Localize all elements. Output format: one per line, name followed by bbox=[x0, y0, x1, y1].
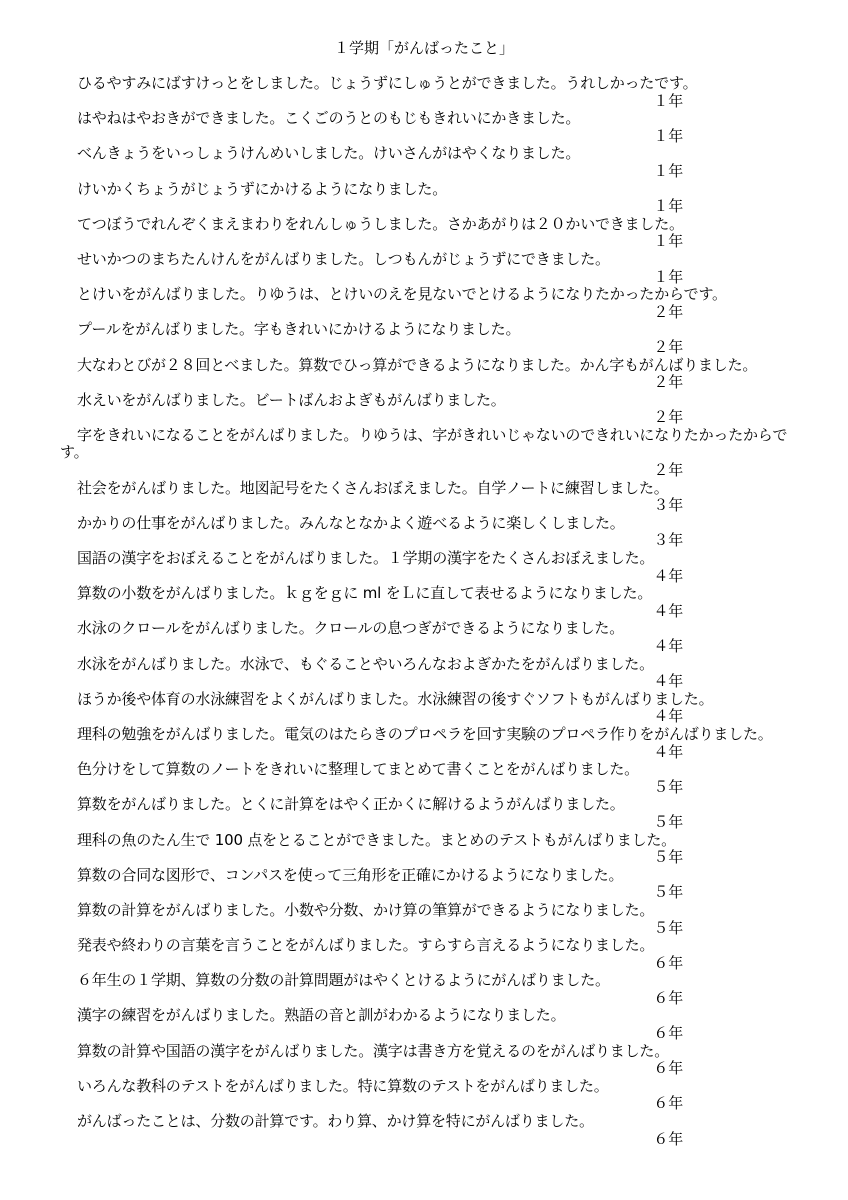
entry-grade: ６年 bbox=[653, 1024, 683, 1043]
entry-grade: １年 bbox=[653, 91, 683, 110]
list-item bbox=[60, 620, 795, 655]
entry-text: 理科の勉強をがんばりました。電気のはたらきのプロペラを回す実験のプロペラ作りをがんばりました。 bbox=[77, 724, 773, 743]
list-item bbox=[60, 392, 795, 427]
entry-grade: ３年 bbox=[653, 496, 683, 515]
entry-grade: ４年 bbox=[653, 601, 683, 620]
entry-text: 水えいをがんばりました。ビートばんおよぎもがんばりました。 bbox=[77, 390, 506, 409]
entry-text: 大なわとびが２８回とべました。算数でひっ算ができるようになりました。かん字もがんばりました。 bbox=[77, 355, 758, 374]
list-item bbox=[60, 427, 795, 480]
entry-text: べんきょうをいっしょうけんめいしました。けいさんがはやくなりました。 bbox=[77, 144, 581, 163]
entry-text: 漢字の練習をがんばりました。熟語の音と訓がわかるようになりました。 bbox=[77, 1006, 566, 1025]
list-item bbox=[60, 515, 795, 550]
list-item bbox=[60, 761, 795, 796]
list-item bbox=[60, 832, 795, 867]
entry-list bbox=[60, 75, 795, 1148]
entry-grade: ５年 bbox=[653, 883, 683, 902]
entry-grade: ６年 bbox=[653, 953, 683, 972]
entry-text: てつぼうでれんぞくまえまわりをれんしゅうしました。さかあがりは２０かいできました。 bbox=[77, 214, 684, 233]
entry-grade: ２年 bbox=[653, 302, 683, 321]
list-item bbox=[60, 357, 795, 392]
entry-text: かかりの仕事をがんばりました。みんなとなかよく遊べるように楽しくしました。 bbox=[77, 513, 625, 532]
entry-grade: ２年 bbox=[653, 461, 683, 480]
entry-grade: １年 bbox=[653, 197, 683, 216]
entry-text: けいかくちょうがじょうずにかけるようになりました。 bbox=[77, 179, 448, 198]
entry-grade: ３年 bbox=[653, 531, 683, 550]
list-item bbox=[60, 585, 795, 620]
entry-text: ほうか後や体育の水泳練習をよくがんばりました。水泳練習の後すぐソフトもがんばりました。 bbox=[77, 689, 714, 708]
entry-grade: ５年 bbox=[653, 777, 683, 796]
list-item bbox=[60, 972, 795, 1007]
list-item bbox=[60, 867, 795, 902]
entry-grade: ４年 bbox=[653, 707, 683, 726]
list-item bbox=[60, 1113, 795, 1148]
entry-grade: ６年 bbox=[653, 1129, 683, 1148]
entry-grade: ５年 bbox=[653, 918, 683, 937]
entry-grade: ５年 bbox=[653, 848, 683, 867]
list-item bbox=[60, 550, 795, 585]
entry-text: プールをがんばりました。字もきれいにかけるようになりました。 bbox=[77, 320, 521, 339]
entry-grade: １年 bbox=[653, 267, 683, 286]
entry-text: 水泳のクロールをがんばりました。クロールの息つぎができるようになりました。 bbox=[77, 619, 625, 638]
list-item bbox=[60, 726, 795, 761]
entry-text: 算数の合同な図形で、コンパスを使って三角形を正確にかけるようになりました。 bbox=[77, 865, 624, 884]
entry-text: いろんな教科のテストをがんばりました。特に算数のテストをがんばりました。 bbox=[77, 1076, 609, 1095]
entry-grade: ２年 bbox=[653, 373, 683, 392]
entry-grade: ４年 bbox=[653, 637, 683, 655]
entry-text: 算数の計算をがんばりました。小数や分数、かけ算の筆算ができるようになりました。 bbox=[77, 900, 655, 919]
entry-grade: ４年 bbox=[653, 742, 683, 761]
entry-text: とけいをがんばりました。りゆうは、とけいのえを見ないでとけるようになりたかったからです。 bbox=[77, 285, 727, 304]
entry-text: がんばったことは、分数の計算です。わり算、かけ算を特にがんばりました。 bbox=[77, 1112, 594, 1131]
list-item bbox=[60, 796, 795, 831]
list-item bbox=[60, 656, 795, 691]
entry-grade: ２年 bbox=[653, 408, 683, 427]
entry-text: 水泳をがんばりました。水泳で、もぐることやいろんなおよぎかたをがんばりました。 bbox=[77, 654, 654, 673]
entry-text: 発表や終わりの言葉を言うことをがんばりました。すらすら言えるようになりました。 bbox=[77, 936, 655, 955]
list-item bbox=[60, 1078, 795, 1113]
entry-grade: ６年 bbox=[653, 988, 683, 1007]
list-item bbox=[60, 286, 795, 321]
entry-grade: ４年 bbox=[653, 566, 683, 585]
list-item bbox=[60, 321, 795, 356]
entry-text: 算数の計算や国語の漢字をがんばりました。漢字は書き方を覚えるのをがんばりました。 bbox=[77, 1041, 670, 1060]
list-item bbox=[60, 937, 795, 972]
entry-text: はやねはやおきができました。こくごのうとのもじもきれいにかきました。 bbox=[77, 109, 581, 128]
list-item bbox=[60, 216, 795, 251]
list-item bbox=[60, 75, 795, 110]
page-title: １学期「がんばったこと」 bbox=[333, 39, 514, 57]
list-item bbox=[60, 691, 795, 726]
list-item bbox=[60, 480, 795, 515]
list-item bbox=[60, 902, 795, 937]
entry-grade: ６年 bbox=[653, 1059, 683, 1078]
entry-text: 算数をがんばりました。とくに計算をはやく正かくに解けるようがんばりました。 bbox=[77, 795, 625, 814]
list-item bbox=[60, 181, 795, 216]
entry-text: ６年生の１学期、算数の分数の計算問題がはやくとけるようにがんばりました。 bbox=[77, 971, 610, 990]
entry-text: 理科の魚のたん生で 100 点をとることができました。まとめのテストもがんばりました。 bbox=[77, 830, 676, 849]
entry-text: 社会をがんばりました。地図記号をたくさんおぼえました。自学ノートに練習しました。 bbox=[77, 478, 669, 497]
entry-grade: ５年 bbox=[653, 812, 683, 831]
list-item bbox=[60, 110, 795, 145]
entry-text: ひるやすみにばすけっとをしました。じょうずにしゅうとができました。うれしかったです。 bbox=[77, 74, 698, 92]
list-item bbox=[60, 145, 795, 180]
entry-grade: ２年 bbox=[653, 337, 683, 356]
list-item bbox=[60, 1007, 795, 1042]
entry-grade: １年 bbox=[653, 126, 683, 145]
entry-grade: ６年 bbox=[653, 1094, 683, 1113]
entry-grade: ４年 bbox=[653, 672, 683, 691]
entry-text: せいかつのまちたんけんをがんばりました。しつもんがじょうずにできました。 bbox=[77, 249, 610, 268]
entry-grade: １年 bbox=[653, 161, 683, 180]
list-item bbox=[60, 1043, 795, 1078]
entry-text: 算数の小数をがんばりました。ｋｇをｇに ml をＬに直して表せるようになりました。 bbox=[77, 584, 653, 603]
list-item bbox=[60, 251, 795, 286]
entry-text: 色分けをして算数のノートをきれいに整理してまとめて書くことをがんばりました。 bbox=[77, 760, 639, 779]
entry-grade: １年 bbox=[653, 232, 683, 251]
entry-text: 字をきれいになることをがんばりました。りゆうは、字がきれいじゃないのできれいになりたかったからです。 bbox=[60, 425, 788, 462]
entry-text: 国語の漢字をおぼえることをがんばりました。１学期の漢字をたくさんおぼえました。 bbox=[77, 549, 655, 568]
